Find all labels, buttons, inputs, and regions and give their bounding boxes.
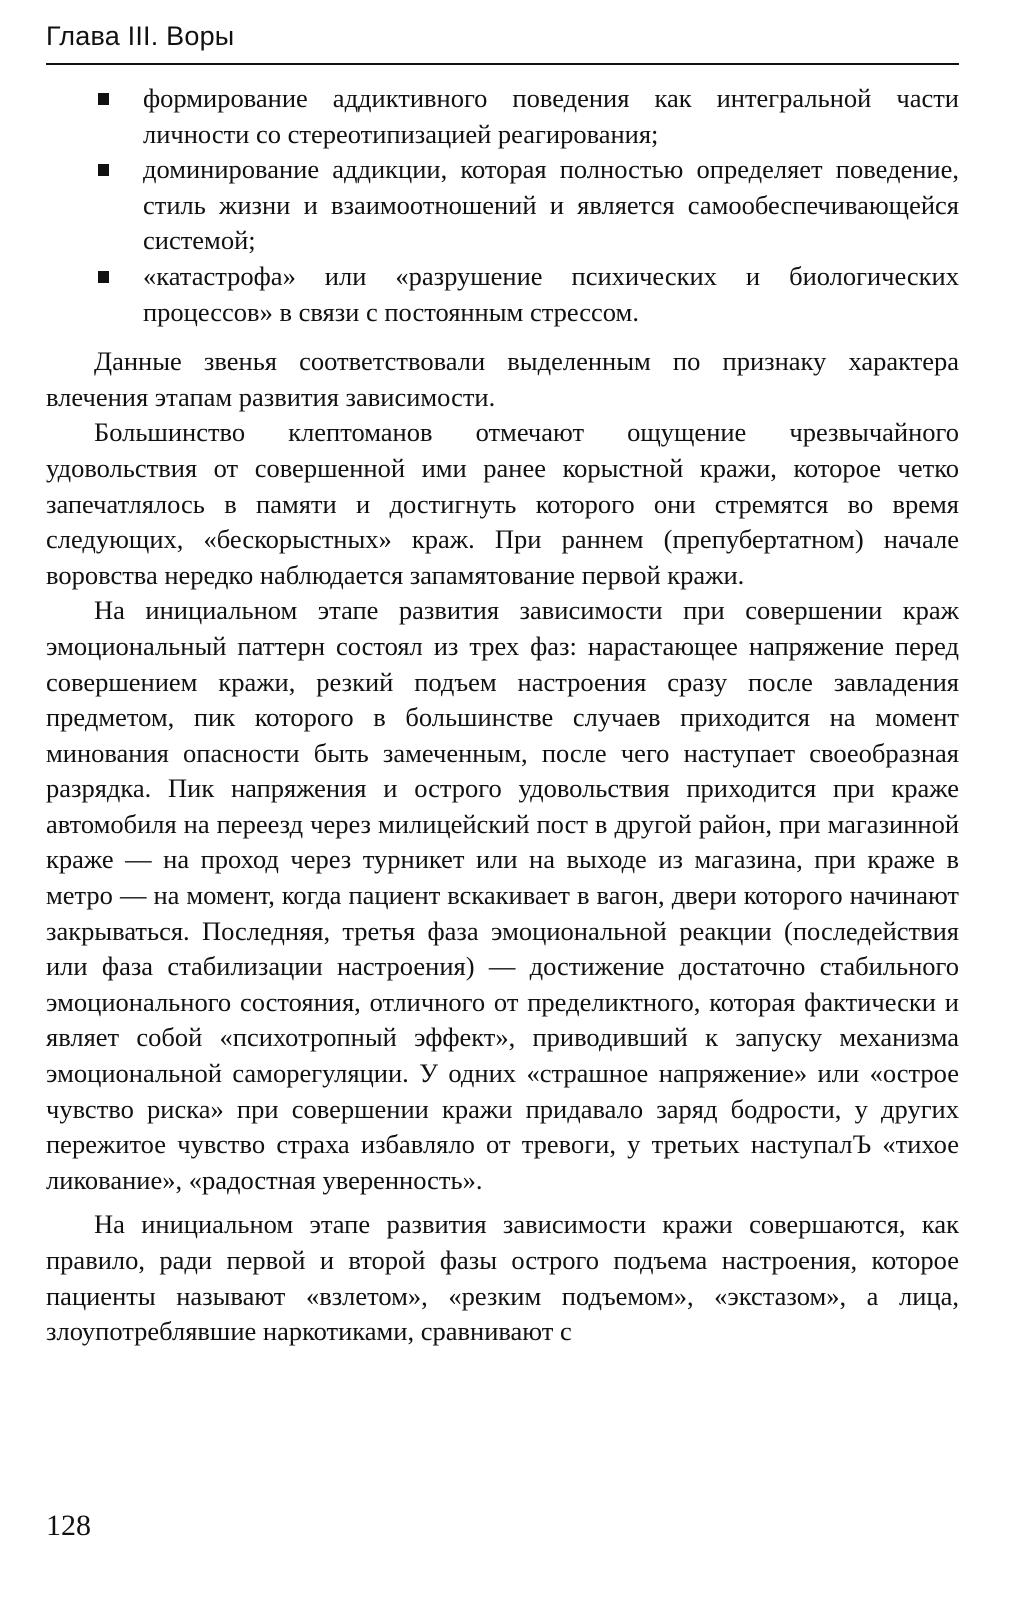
square-bullet-icon <box>98 93 109 105</box>
bullet-list <box>46 81 959 330</box>
page-number: 128 <box>46 1509 91 1542</box>
square-bullet-icon <box>98 164 109 176</box>
list-item-text: «катастрофа» или «разрушение психических и биологических процессов» в связи с постоянным стрессом. <box>143 260 959 327</box>
list-item-text: доминирование аддикции, которая полностью определяет поведение, стиль жизни и взаимоотношений и является самообеспечивающейся системой; <box>143 154 959 256</box>
paragraph: На инициальном этапе развития зависимости кражи совершаются, как правило, ради первой и второй фазы острого подъема настроения, которое пациенты называют «взлетом», «резким подъемом», «экстазом», а лица, злоупотреблявшие наркотиками, сравнивают с <box>46 1209 959 1347</box>
list-item-text: формирование аддиктивного поведения как интегральной части личности со стереотипизацией реагирования; <box>143 83 959 149</box>
list-item <box>46 152 959 259</box>
body-text <box>46 81 959 1350</box>
running-title: Глава III. Воры <box>46 21 235 51</box>
paragraph: Большинство клептоманов отмечают ощущение чрезвычайного удовольствия от совершенной ими ранее корыстной кражи, которое четко запечатлялось в памяти и достигнуть которого они стремятся во время следующих, «бескорыстных» краж. При раннем (препубертатном) начале воровства нередко наблюдается запамятование первой кражи. <box>46 417 959 590</box>
square-bullet-icon <box>98 271 109 283</box>
list-item <box>46 259 959 330</box>
paragraph: На инициальном этапе развития зависимости при совершении краж эмоциональный паттерн состоял из трех фаз: нарастающее напряжение перед совершением кражи, резкий подъем настроения сразу после завладения предметом, пик которого в большинстве случаев приходится на момент минования опасности быть замеченным, после чего наступает своеобразная разрядка. Пик напряжения и острого удовольствия приходится при краже автомобиля на переезд через милицейский пост в другой район, при магазинной краже — на проход через турникет или на выходе из магазина, при краже в метро — на момент, когда пациент вскакивает в вагон, двери которого начинают закрываться. Последняя, третья фаза эмоциональной реакции (последействия или фаза стабилизации настроения) — достижение достаточно стабильного эмоционального состояния, отличного от пределиктного, которая фактически и являет собой «психотропный эффект», приводивший к запуску механизма эмоциональной саморегуляции. У одних «страшное напряжение» или «острое чувство риска» при совершении кражи придавало заряд бодрости, у других пережитое чувство страха избавляло от тревоги, у третьих наступалЪ «тихое ликование», «радостная уверенность». <box>46 595 959 1195</box>
list-item <box>46 81 959 152</box>
paragraph: Данные звенья соответствовали выделенным по признаку характера влечения этапам развития зависимости. <box>46 346 959 412</box>
header-rule <box>46 63 959 65</box>
